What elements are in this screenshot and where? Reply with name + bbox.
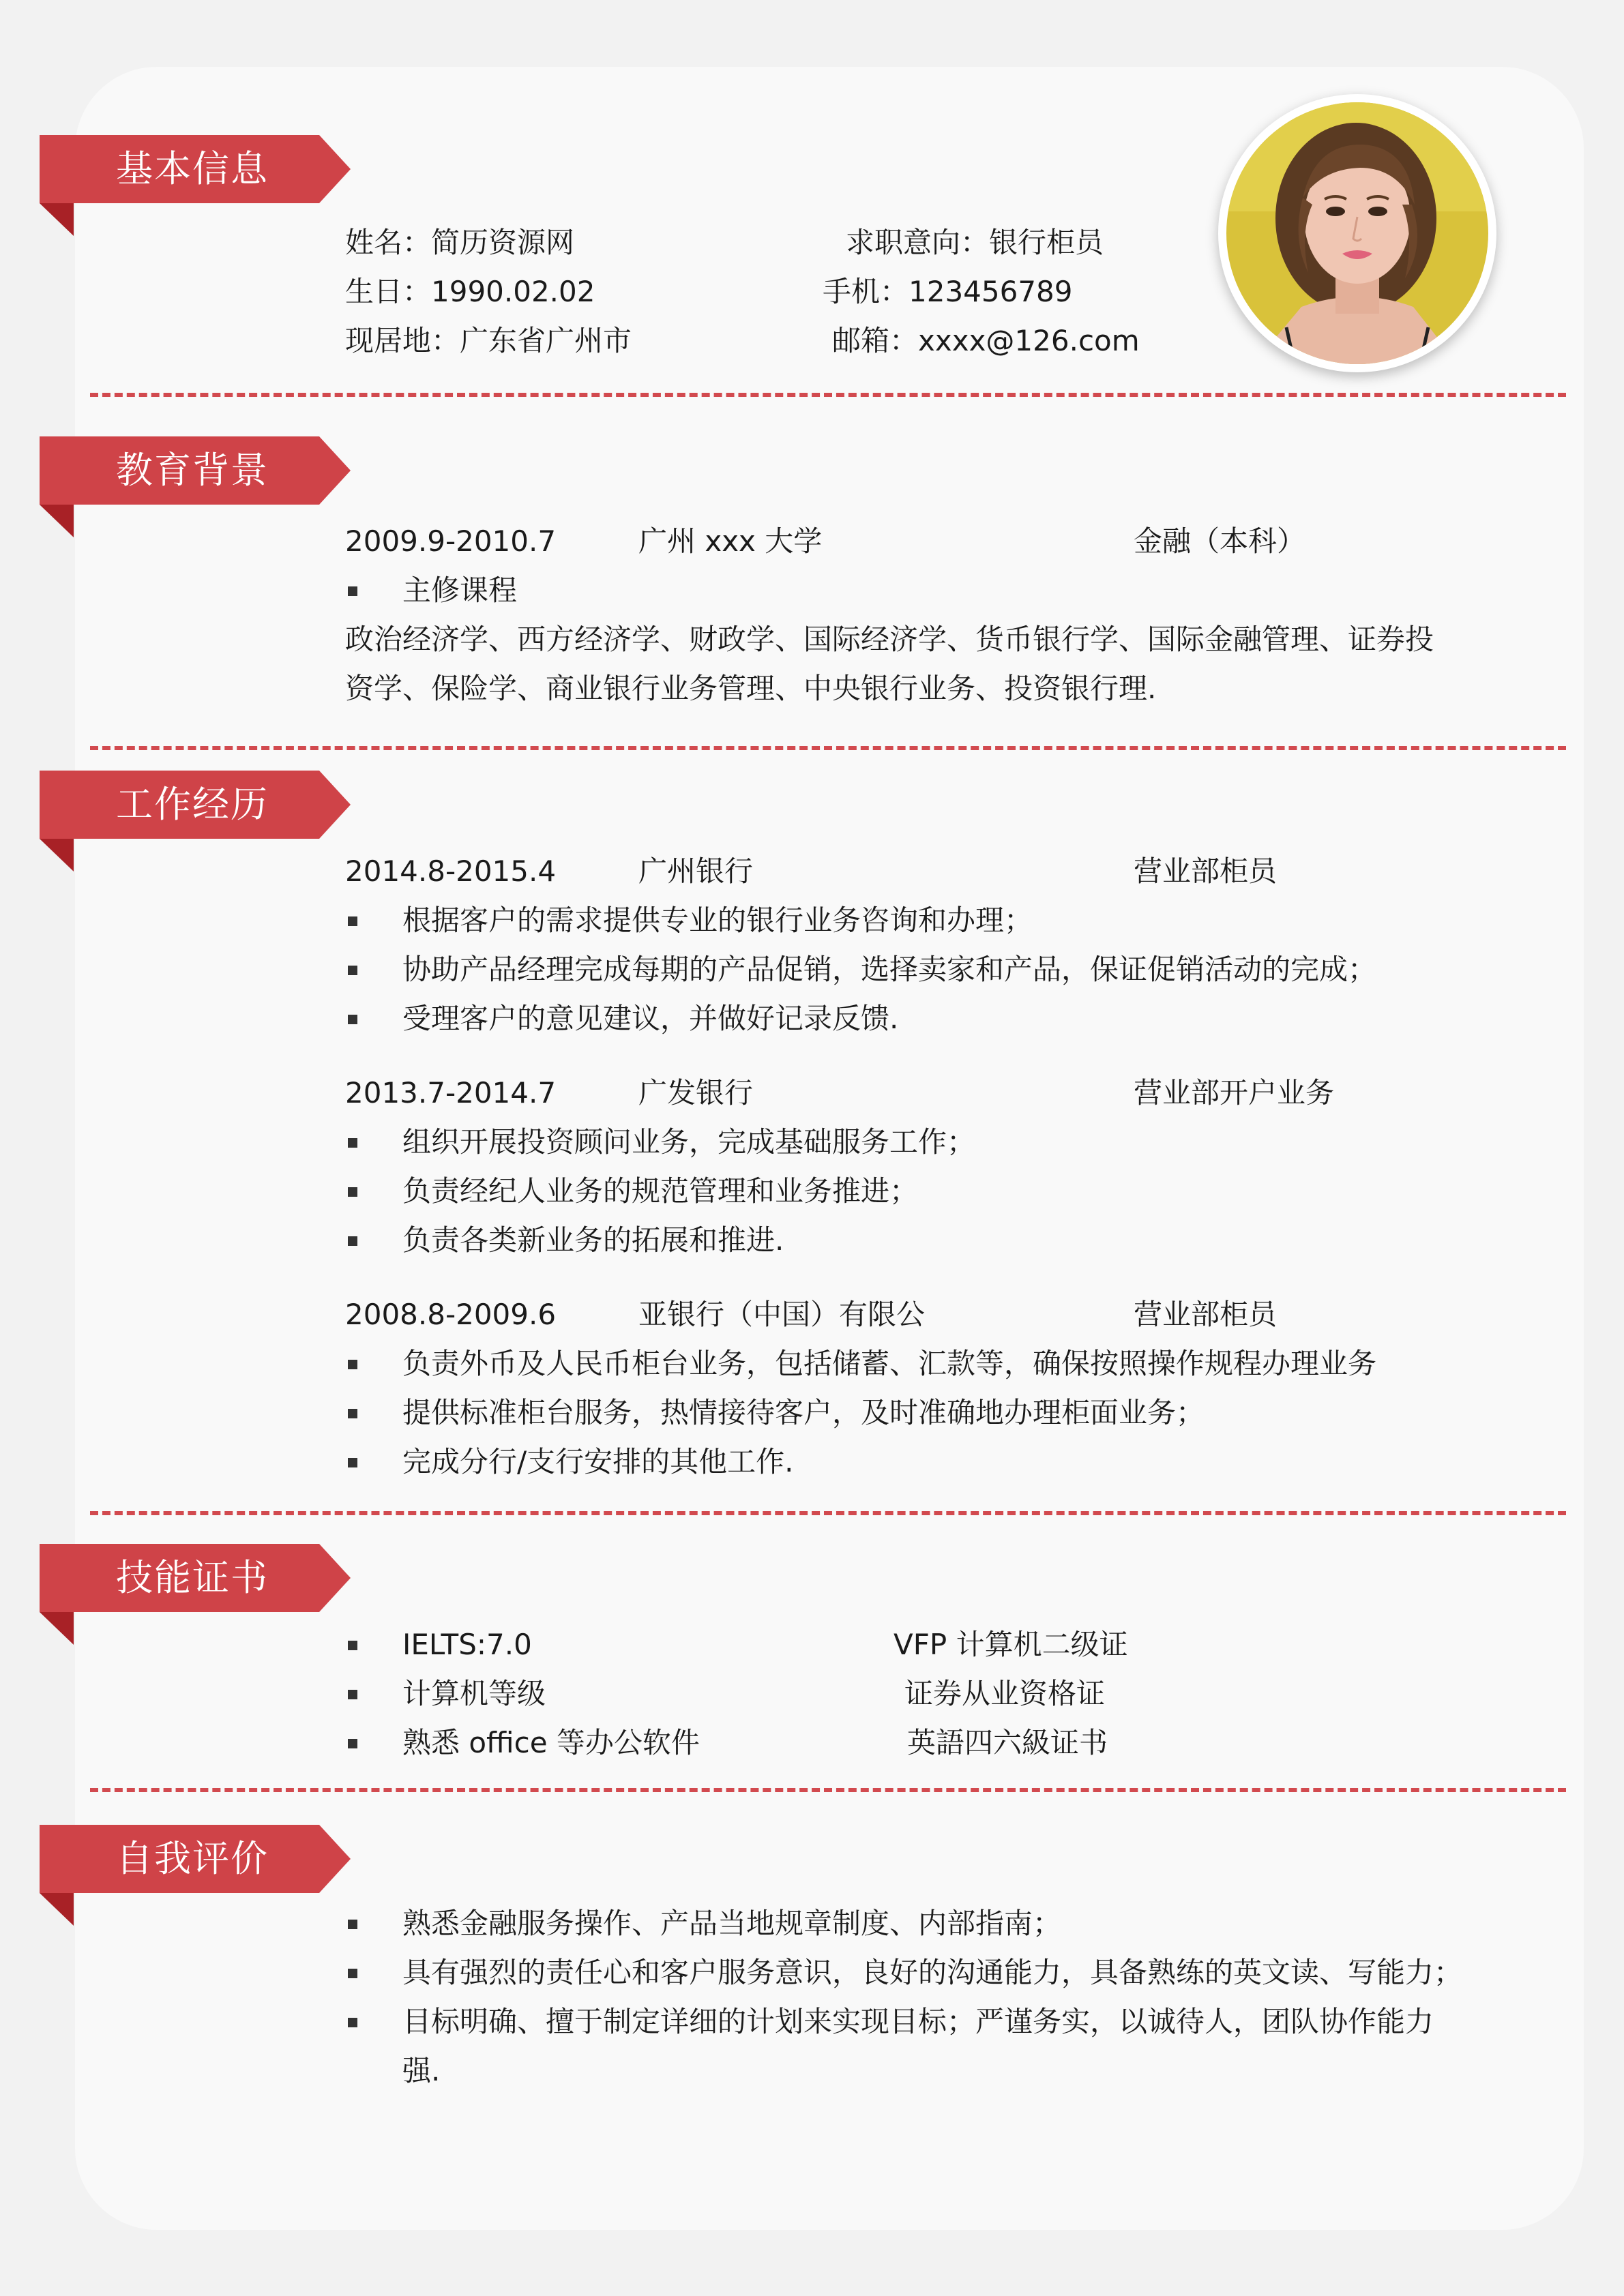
section-title: 自我评价	[116, 1837, 269, 1880]
education-period: 2009.9-2010.7	[345, 524, 557, 558]
section-divider	[90, 746, 1566, 750]
education-school: 广州 xxx 大学	[638, 524, 823, 558]
self-eval-item: 目标明确、擅于制定详细的计划来实现目标；严谨务实，以诚待人，团队协作能力	[402, 2005, 1434, 2038]
bullet-icon	[348, 1920, 357, 1929]
bullet-icon	[348, 586, 357, 596]
job-position: 营业部柜员	[1134, 854, 1278, 888]
skill-item: 熟悉 office 等办公软件	[402, 1726, 700, 1759]
section-header-skills	[40, 1544, 351, 1612]
section-header-work	[40, 771, 351, 839]
section-header-self-eval	[40, 1825, 351, 1893]
email-field: 邮箱：xxxx@126.com	[832, 324, 1140, 357]
bullet-icon	[348, 1015, 357, 1024]
name-field: 姓名：简历资源网	[345, 226, 575, 259]
job-period: 2014.8-2015.4	[345, 854, 557, 888]
bullet-icon	[348, 1739, 357, 1748]
job-duty: 提供标准柜台服务，热情接待客户，及时准确地办理柜面业务；	[402, 1396, 1205, 1429]
bullet-icon	[348, 1690, 357, 1699]
job-period: 2013.7-2014.7	[345, 1076, 557, 1109]
job-duty: 组织开展投资顾问业务，完成基础服务工作；	[402, 1125, 976, 1159]
bullet-icon	[348, 1641, 357, 1650]
skill-item: VFP 计算机二级证	[894, 1628, 1128, 1661]
skill-item: 英語四六級证书	[907, 1726, 1108, 1759]
bullet-icon	[348, 1458, 357, 1467]
section-header-basic-info	[40, 135, 351, 203]
job-duty: 受理客户的意见建议，并做好记录反馈.	[402, 1002, 899, 1035]
job-company: 亚银行（中国）有限公	[638, 1298, 926, 1331]
self-eval-item: 具有强烈的责任心和客户服务意识，良好的沟通能力，具备熟练的英文读、写能力；	[402, 1956, 1463, 1989]
section-title: 工作经历	[116, 783, 269, 826]
courses-title: 主修课程	[402, 573, 518, 607]
self-eval-item-continued: 强.	[402, 2054, 441, 2087]
courses-list-line2: 资学、保险学、商业银行业务管理、中央银行业务、投资银行理.	[345, 672, 1157, 705]
portrait-image	[1226, 102, 1488, 364]
birthday-field: 生日：1990.02.02	[345, 275, 595, 308]
location-field: 现居地：广东省广州市	[345, 324, 632, 357]
skill-item: 计算机等级	[402, 1677, 546, 1710]
job-position: 营业部柜员	[1134, 1298, 1278, 1331]
section-title: 基本信息	[116, 147, 269, 190]
bullet-icon	[348, 1360, 357, 1369]
bullet-icon	[348, 2018, 357, 2027]
job-position: 营业部开户业务	[1134, 1076, 1335, 1109]
skill-item: 证券从业资格证	[904, 1677, 1106, 1710]
skill-item: IELTS:7.0	[402, 1628, 532, 1661]
job-duty: 负责经纪人业务的规范管理和业务推进；	[402, 1174, 919, 1208]
objective-field: 求职意向：银行柜员	[846, 226, 1104, 259]
section-title: 教育背景	[116, 449, 269, 492]
section-divider	[90, 393, 1566, 397]
bullet-icon	[348, 1236, 357, 1246]
job-duty: 负责各类新业务的拓展和推进.	[402, 1223, 784, 1257]
job-duty: 负责外币及人民币柜台业务，包括储蓄、汇款等，确保按照操作规程办理业务	[402, 1347, 1377, 1380]
section-title: 技能证书	[116, 1556, 269, 1599]
profile-photo	[1218, 94, 1496, 372]
job-company: 广州银行	[638, 854, 754, 888]
self-eval-item: 熟悉金融服务操作、产品当地规章制度、内部指南；	[402, 1907, 1062, 1940]
courses-list-line1: 政治经济学、西方经济学、财政学、国际经济学、货币银行学、国际金融管理、证券投	[345, 623, 1434, 656]
bullet-icon	[348, 966, 357, 975]
education-major: 金融（本科）	[1134, 524, 1306, 558]
section-divider	[90, 1511, 1566, 1515]
job-duty: 协助产品经理完成每期的产品促销，选择卖家和产品，保证促销活动的完成；	[402, 953, 1377, 986]
section-divider	[90, 1788, 1566, 1792]
bullet-icon	[348, 1969, 357, 1978]
job-duty: 完成分行/支行安排的其他工作.	[402, 1445, 794, 1478]
phone-field: 手机：123456789	[823, 275, 1073, 308]
job-duty: 根据客户的需求提供专业的银行业务咨询和办理；	[402, 904, 1033, 937]
job-period: 2008.8-2009.6	[345, 1298, 557, 1331]
bullet-icon	[348, 1187, 357, 1197]
bullet-icon	[348, 1138, 357, 1148]
bullet-icon	[348, 916, 357, 926]
job-company: 广发银行	[638, 1076, 754, 1109]
section-header-education	[40, 436, 351, 505]
bullet-icon	[348, 1409, 357, 1418]
